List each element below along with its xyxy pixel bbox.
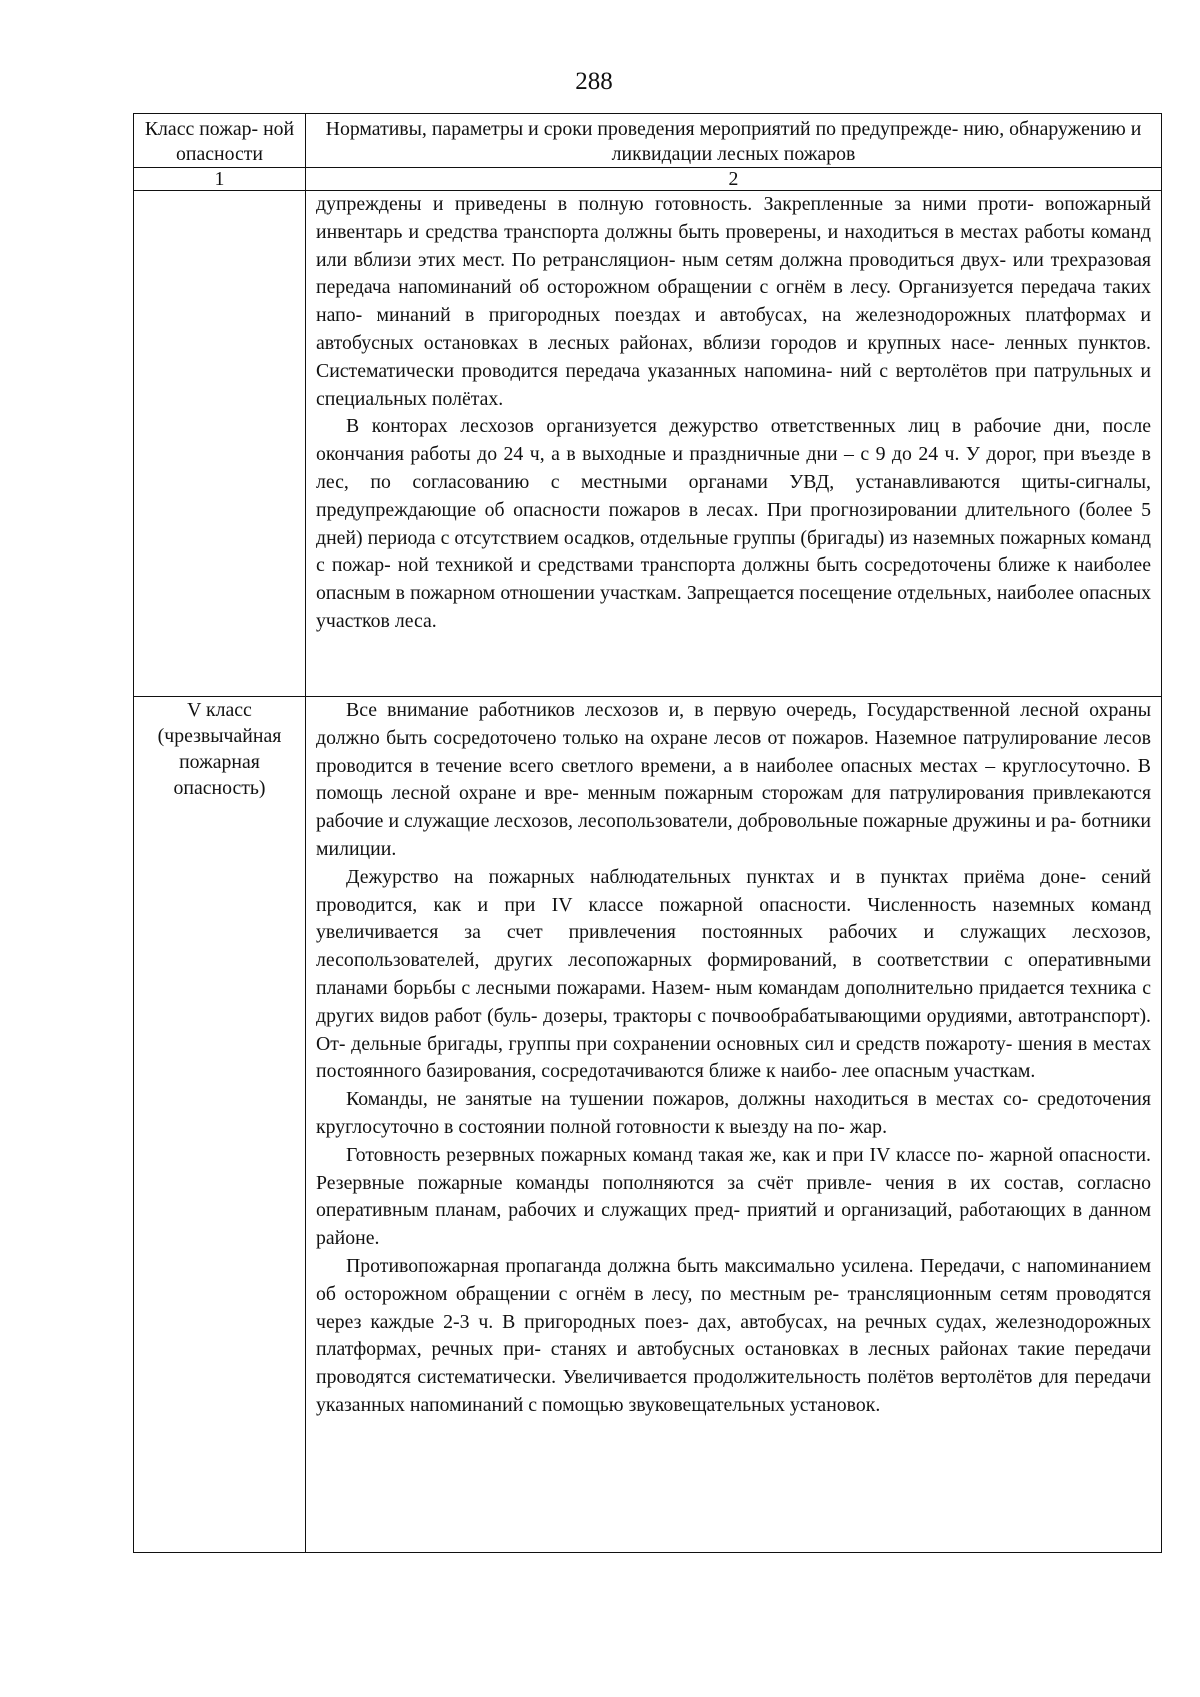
paragraph: Дежурство на пожарных наблюдательных пунктах и в пунктах приёма доне- сений проводится, как и при IV классе пожарной опасности. Численность наземных команд увеличивается за счет привлечения постоянных рабочих и служащих лесхозов, лесопользователей, других лесопожарных формирований, в соответствии с оперативными планами борьбы с лесными пожарами. Назем- ным командам дополнительно придается техника с других видов работ (буль- дозеры, тракторы с почвообрабатывающими орудиями, автотранспорт). От- дельные бригады, группы при сохранении основных сил и средств пожароту- шения в местах постоянного базирования, сосредотачиваются ближе к наибо- лее опасным участкам. xyxy=(316,865,1151,1083)
paragraph: Команды, не занятые на тушении пожаров, должны находиться в местах со- средоточения круглосуточно в состоянии полной готовности к выезду на по- жар. xyxy=(316,1088,1151,1138)
paragraph: Противопожарная пропаганда должна быть максимально усилена. Передачи, с напоминанием об осторожном обращении с огнём в лесу, по местным ре- трансляционным сетям проводятся через каждые 2-3 ч. В пригородных поез- дах, автобусах, на речных судах, железнодорожных платформах, речных при- станях и автобусных остановках в лесных районах такие передачи проводятся систематически. Увеличивается продолжительность полётов вертолётов для передачи указанных напоминаний с помощью звуковещательных установок. xyxy=(316,1254,1151,1416)
paragraph: В конторах лесхозов организуется дежурство ответственных лиц в рабочие дни, после окончания работы до 24 ч, а в выходные и праздничные дни – с 9 до 24 ч. У дорог, при въезде в лес, по согласованию с местными органами УВД, устанавливаются щиты-сигналы, предупреждающие об опасности пожаров в лесах. При прогнозировании длительного (более 5 дней) периода с отсутствием осадков, отдельные группы (бригады) из наземных пожарных команд с пожар- ной техникой и средствами транспорта должны быть сосредоточены ближе к наиболее опасным в пожарном отношении участкам. Запрещается посещение отдельных, наиболее опасных участков леса. xyxy=(316,415,1151,632)
table-row xyxy=(134,697,1162,1553)
paragraph: Все внимание работников лесхозов и, в первую очередь, Государственной лесной охраны должно быть сосредоточено только на охране лесов от пожаров. Наземное патрулирование лесов проводится в течение всего светлого времени, а в наиболее опасных местах – круглосуточно. В помощь лесной охране и вре- менным пожарным сторожам для патрулирования привлекаются рабочие и служащие лесхозов, лесопользователи, добровольные пожарные дружины и ра- ботники милиции. xyxy=(316,699,1151,860)
column-number-row xyxy=(134,168,1162,191)
fire-class-cell xyxy=(134,191,306,697)
table-header-row xyxy=(134,114,1162,168)
measures-cell xyxy=(306,697,1162,1553)
page-number: 288 xyxy=(575,68,613,95)
fire-class-cell: V класс (чрезвычайная пожарная опасность) xyxy=(134,697,306,1553)
table-row xyxy=(134,191,1162,697)
column-number-1: 1 xyxy=(134,168,306,191)
column-number-2: 2 xyxy=(306,168,1162,191)
paragraph: Готовность резервных пожарных команд такая же, как и при IV классе по- жарной опасности. Резервные пожарные команды пополняются за счёт привле- чения в их состав, согласно оперативным планам, рабочих и служащих пред- приятий и организаций, работающих в данном районе. xyxy=(316,1143,1151,1250)
paragraph: дупреждены и приведены в полную готовность. Закрепленные за ними проти- вопожарный инвентарь и средства транспорта должны быть проверены, и находиться в местах работы команд или вблизи этих мест. По ретрансляцион- ным сетям должна проводиться двух- или трехразовая передача напоминаний об осторожном обращении с огнём в лесу. Организуется передача таких напо- минаний в пригородных поездах и автобусах, на железнодорожных платформах и автобусных остановках в лесных районах, вблизи городов и крупных насе- ленных пунктов. Систематически проводится передача указанных напомина- ний с вертолётов при патрульных и специальных полётах. xyxy=(316,193,1151,410)
header-fire-class: Класс пожар- ной опасности xyxy=(134,114,306,168)
fire-danger-table xyxy=(133,113,1162,1553)
header-measures: Нормативы, параметры и сроки проведения мероприятий по предупрежде- нию, обнаружению и ликвидации лесных пожаров xyxy=(306,114,1162,168)
measures-cell xyxy=(306,191,1162,697)
